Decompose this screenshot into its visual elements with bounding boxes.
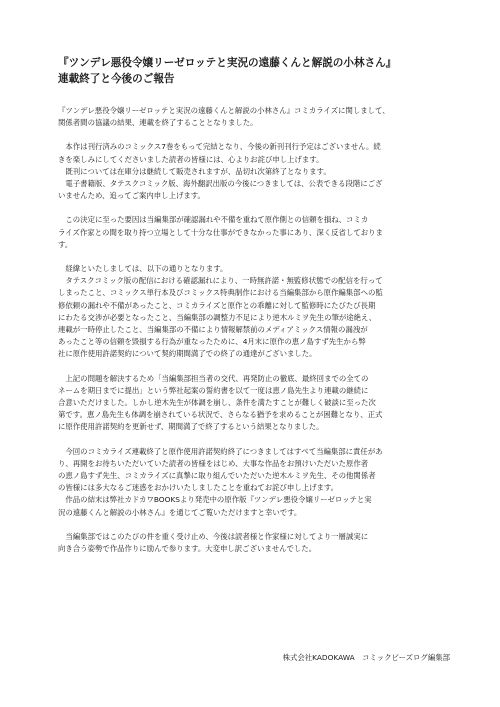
- text-line: 第です。恵ノ島先生も体調を崩されている状況で、さらなる猶予を求めることが困難となり、正式: [58, 410, 383, 420]
- text-line: 関係者間の協議の結果、連載を終了することとなりました。: [58, 118, 258, 128]
- text-line: り、再開をお待ちいただいていた読者の皆様をはじめ、大事な作品をお預けいただいた原作者: [58, 458, 369, 468]
- text-line: 経緯といたしましては、以下の通りとなります。: [58, 264, 228, 274]
- paragraph-apology: [58, 446, 450, 519]
- text-line: 既刊については在庫分は継続して販売されますが、品切れ次第終了となります。: [58, 166, 331, 176]
- text-line: 本作は刊行済みのコミックス7巻をもって完結となり、今後の新刊刊行予定はございません。続: [58, 142, 381, 152]
- text-line: 上記の問題を解決するため「当編集部担当者の交代、再発防止の徹底、最終回までの全ての: [58, 373, 369, 383]
- paragraph-publication-status: [58, 141, 450, 202]
- paragraph-announcement: [58, 105, 450, 129]
- title-line-2: 連載終了と今後のご報告: [58, 73, 175, 85]
- paragraph-resolution-attempt: [58, 373, 450, 434]
- text-line: 況の遠藤くんと解説の小林さん』を通じてご覧いただけますと幸いです。: [58, 507, 302, 517]
- text-line: の皆様には多大なるご迷惑をおかけいたしましたことを重ねてお詫び申し上げます。: [58, 483, 339, 493]
- text-line: 『ツンデレ悪役令嬢リーゼロッテと実況の遠藤くんと解説の小林さん』コミカライズに関しまして、: [58, 106, 390, 115]
- title-line-1: 『ツンデレ悪役令嬢リーゼロッテと実況の遠藤くんと解説の小林さん』: [58, 57, 397, 69]
- signature: 株式会社KADOKAWA コミックビーズログ編集部: [282, 653, 450, 662]
- text-line: いませんため、追ってご案内申し上げます。: [58, 191, 205, 201]
- text-line: にわたる交渉が必要となったこと、当編集部の調整力不足により逆木ルミヲ先生の筆が途絶え、: [58, 312, 377, 322]
- text-line: あったこと等の信頼を毀損する行為が重なったために、4月末に原作の恵ノ島すず先生から弊: [58, 337, 366, 347]
- text-line: この決定に至った要因は当編集部が確認漏れや不備を重ねて原作側との信頼を損ね、コミカ: [58, 215, 369, 225]
- text-line: 修依頼の漏れや不備があったこと、コミカライズと原作との乖離に対して監修時にたびたび長期: [58, 300, 376, 310]
- text-line: タテスクコミック版の配信における確認漏れにより、一時無許諾・無監修状態での配信を行って: [58, 276, 383, 286]
- text-line: 当編集部ではこのたびの件を重く受け止め、今後は読者様と作家様に対してより一層誠実に: [58, 531, 369, 541]
- text-line: す。: [58, 239, 73, 249]
- notice-document: [58, 55, 450, 662]
- text-line: 向き合う姿勢で作品作りに励んで参ります。大変申し訳ございませんでした。: [58, 544, 317, 554]
- text-line: の恵ノ島すず先生、コミカライズに真摯に取り組んでいただいた逆木ルミヲ先生、その他関係者: [58, 471, 376, 481]
- paragraph-closing: [58, 531, 450, 555]
- text-line: ライズ作家との間を取り持つ立場として十分な仕事ができなかった事にあり、深く反省しておりま: [58, 227, 383, 237]
- text-line: 作品の結末は弊社カドカワBOOKSより発売中の原作版『ツンデレ悪役令嬢リーゼロッテと実: [58, 495, 372, 505]
- page-title: [58, 55, 450, 87]
- text-line: しまったこと、コミックス単行本及びコミックス特典制作における当編集部から原作編集部への監: [58, 288, 383, 298]
- paragraph-background: [58, 263, 450, 361]
- text-line: ネームを期日までに提出」という弊社起案の誓約書を以て一度は恵ノ島先生より連載の継続に: [58, 385, 369, 395]
- text-line: 社に原作使用許諾契約について契約期間満了での終了の通達がございました。: [58, 349, 317, 359]
- notice-body: [58, 105, 450, 555]
- paragraph-cause: [58, 214, 450, 251]
- text-line: に原作使用許諾契約を更新せず、期間満了で終了するという結果となりました。: [58, 422, 324, 432]
- text-line: 連載が一時停止したこと、当編集部の不備により情報解禁前のメディアミックス情報の漏洩が: [58, 325, 368, 335]
- text-line: 今回のコミカライズ連載終了と原作使用許諾契約終了につきましてはすべて当編集部に責任があ: [58, 446, 383, 456]
- text-line: きを楽しみにしてくださいました読者の皆様には、心よりお詫び申し上げます。: [58, 154, 324, 164]
- text-line: 電子書籍版、タテスクコミック版、海外翻訳出版の今後につきましては、公表できる段階にござ: [58, 179, 383, 189]
- text-line: 合意いただけました。しかし逆木先生が体調を崩し、条件を満たすことが難しく破談に至った次: [58, 398, 376, 408]
